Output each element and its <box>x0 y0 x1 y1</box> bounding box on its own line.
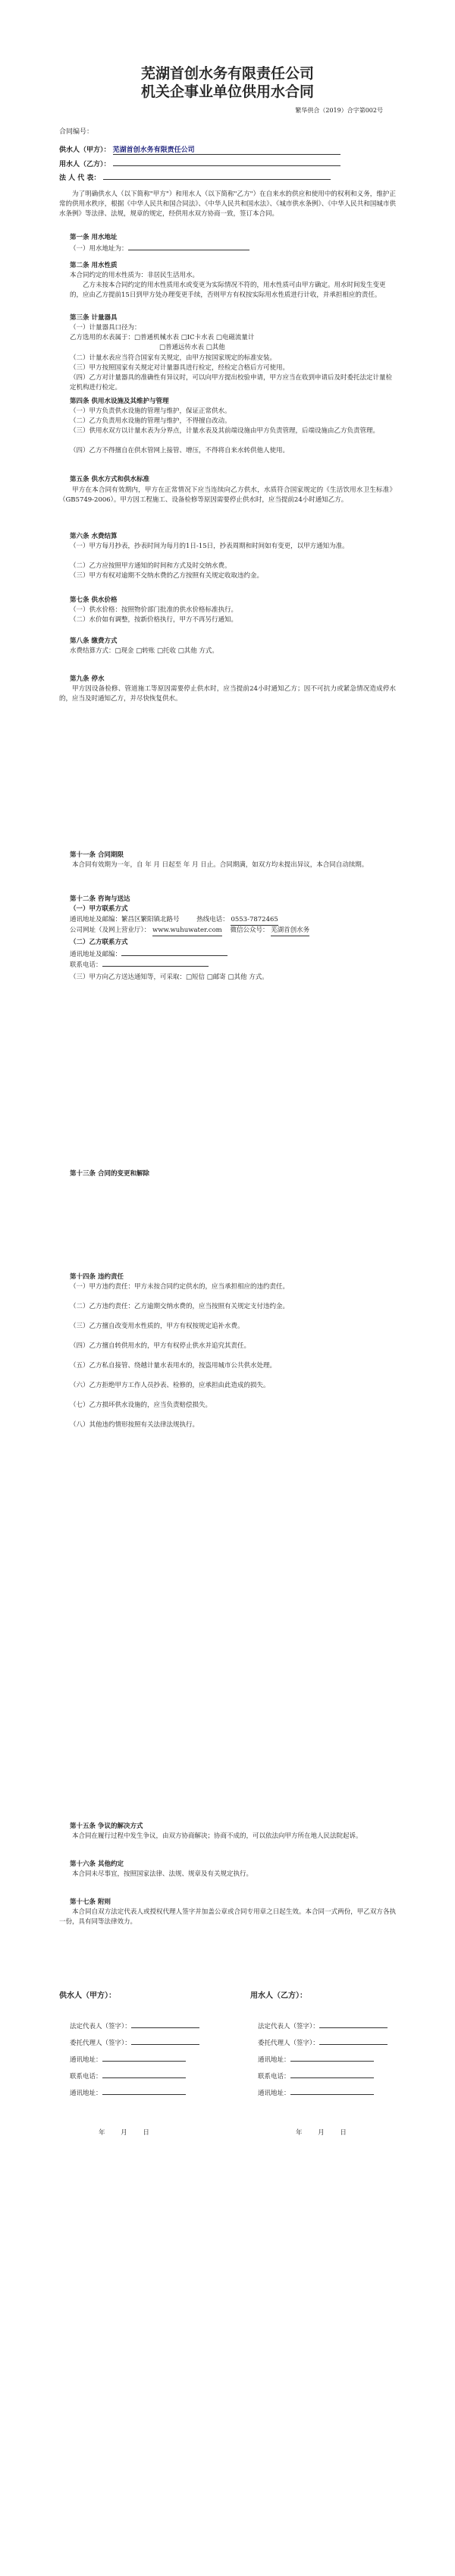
sign-right-title: 用水人（乙方）： <box>250 1992 307 2000</box>
sign-left-row-1: 法定代表人（签字）： <box>70 2018 199 2035</box>
s12-a-addr: 通讯地址及邮编：繁昌区繁阳镇北路号 <box>70 916 180 923</box>
s12-b: （二）乙方联系方式 <box>70 939 128 946</box>
s12-c: （三）甲方向乙方送达通知等，可采取：□短信 □邮寄 □其他 方式。 <box>70 973 268 981</box>
s3-line-4: （二）计量水表应当符合国家有关规定，由甲方按国家规定的标准安装。 <box>70 354 277 362</box>
s12-a-addr-row <box>70 915 396 926</box>
s14-line-6: （六）乙方拒绝甲方工作人员抄表、检修的，应承担由此造成的损失。 <box>70 1382 270 1389</box>
legal-label: 法 人 代 表： <box>59 175 101 182</box>
user-row <box>59 158 340 168</box>
contract-title: 机关企事业单位供用水合同 <box>140 84 314 100</box>
s14-line-8: （八）其他违约情形按照有关法律法规执行。 <box>70 1421 199 1429</box>
s17-title: 第十七条 附则 <box>70 1898 111 1906</box>
user-label: 用水人（乙方）： <box>59 161 111 168</box>
s1-line: （一）用水地址为： <box>70 243 396 254</box>
s4-line-3: （三）供用水双方以计量水表为分界点，计量水表及其前端设施由甲方负责管理，后端设施由乙方负责管理。 <box>70 427 380 435</box>
sign-right-date: 年 月 日 <box>296 2129 347 2137</box>
contract-number: 繁华供合（2019）合字第002号 <box>295 107 383 114</box>
s3-line-1: （一）计量器具口径为： <box>70 324 141 332</box>
s7-title: 第七条 供水价格 <box>70 596 118 604</box>
sign-left-row-2: 委托代理人（签字）： <box>70 2035 199 2052</box>
s4-title: 第四条 供用水设施及其维护与管理 <box>70 398 169 405</box>
sign-left-title: 供水人（甲方）： <box>59 1992 116 2000</box>
sign-right-row-3: 通讯地址： <box>258 2052 388 2068</box>
sign-right-row-5: 通讯地址： <box>258 2085 388 2102</box>
s11-text: 本合同有效期为一年，自 年 月 日起至 年 月 日止。合同期满，如双方均未提出异议，本合同自动续期。 <box>72 861 369 869</box>
s12-a: （一）甲方联系方式 <box>70 905 128 913</box>
s9-text: 甲方因设备检修、管道施工等原因需要停止供水时，应当提前24小时通知乙方；因不可抗力或紧急情况造成停水的，应当及时通知乙方，并尽快恢复供水。 <box>59 685 396 703</box>
s7-line-2: （二）水价如有调整，按新价格执行，甲方不再另行通知。 <box>70 616 238 624</box>
s3-line-2: 乙方选用的水表属于：□普通机械水表 □IC卡水表 □电磁流量计 <box>70 334 255 341</box>
legal-row <box>59 171 331 182</box>
s12-a-web-label: 公司网址（及网上营业厅）： <box>70 926 151 934</box>
s12-a-wechat-label: 微信公众号： <box>230 926 269 934</box>
sign-left-date: 年 月 日 <box>99 2129 149 2137</box>
s4-line-1: （一）甲方负责供水设施的管理与维护，保证正常供水。 <box>70 407 231 415</box>
s3-title: 第三条 计量器具 <box>70 314 118 322</box>
s12-a-web-row <box>70 926 396 936</box>
s4-line-4: （四）乙方不得擅自在供水管网上接管、增压，不得将自来水转供他人使用。 <box>70 447 290 454</box>
s8-title: 第八条 缴费方式 <box>70 637 118 645</box>
supplier-row <box>59 144 340 155</box>
intro-paragraph: 为了明确供水人（以下简称"甲方"）和用水人（以下简称"乙方"）在自来水的供应和使用中的权利和义务，维护正常的供用水秩序，根据《中华人民共和国合同法》、《中华人民共和国水法》、《城市供水条例》、《中华人民共和国城市供水条例》等法律、法规，规章的规定，经供用水双方协商一致，签订本合同。 <box>59 190 396 218</box>
s7-line-1: （一）供水价格：按照物价部门批准的供水价格标准执行。 <box>70 606 238 614</box>
supplier-label: 供水人（甲方）： <box>59 146 111 154</box>
user-name-blank <box>113 158 340 166</box>
legal-blank <box>103 171 331 180</box>
sign-left-row-5: 通讯地址： <box>70 2085 199 2102</box>
sign-right-block <box>258 2018 388 2102</box>
s6-line-2: （二）乙方应按照甲方通知的时间和方式及时交纳水费。 <box>70 562 231 570</box>
contract-addr-label: 合同编号： <box>59 128 94 136</box>
s6-line-1: （一）甲方每月抄表，抄表时间为每月的1日-15日，抄表周期和时间如有变更，以甲方通知为准。 <box>70 543 349 550</box>
s12-b-tel: 联系电话： <box>70 959 396 970</box>
s16-text: 本合同未尽事宜，按照国家法律、法规、规章及有关规定执行。 <box>72 1870 253 1878</box>
s12-b-addr: 通讯地址及邮编： <box>70 948 396 960</box>
s13-title: 第十三条 合同的变更和解除 <box>70 1170 149 1178</box>
s14-line-7: （七）乙方损坏供水设施的，应当负责赔偿损失。 <box>70 1401 212 1409</box>
s5-text: 甲方在本合同有效期内，甲方在正常情况下应当连续向乙方供水，水质符合国家规定的《生活饮用水卫生标准》（GB5749-2006）。甲方因工程施工、设备检修等原因需要停止供水时，应当提前24小时通知乙方。 <box>59 486 396 504</box>
s6-title: 第六条 水费结算 <box>70 533 118 540</box>
company-title: 芜湖首创水务有限责任公司 <box>140 66 314 82</box>
s8-line: 水费结算方式：□现金 □转账 □托收 □其他 方式。 <box>70 647 218 655</box>
s16-title: 第十六条 其他约定 <box>70 1860 124 1868</box>
s1-title: 第一条 用水地址 <box>70 234 118 241</box>
s14-title: 第十四条 违约责任 <box>70 1273 124 1281</box>
s3-line-6: （四）乙方对计量器具的准确性有异议时，可以向甲方提出校验申请，甲方应当在收到申请后及时委托法定计量检定机构进行检定。 <box>70 374 393 392</box>
s14-line-5: （五）乙方私自接管、绕越计量水表用水的，按盗用城市公共供水处理。 <box>70 1362 277 1370</box>
s2-line-1: 本合同约定的用水性质为：非居民生活用水。 <box>70 272 199 279</box>
s3-line-3: □普通远传水表 □其他 <box>159 344 225 351</box>
s5-title: 第五条 供水方式和供水标准 <box>70 476 149 483</box>
sign-left-row-3: 通讯地址： <box>70 2052 199 2068</box>
sign-right-row-1: 法定代表人（签字）： <box>258 2018 388 2035</box>
sign-right-row-4: 联系电话： <box>258 2068 388 2085</box>
sign-left-row-4: 联系电话： <box>70 2068 199 2085</box>
s17-text: 本合同自双方法定代表人或授权代理人签字并加盖公章或合同专用章之日起生效。本合同一式两份，甲乙双方各执一份，具有同等法律效力。 <box>59 1908 396 1926</box>
s9-title: 第九条 停水 <box>70 675 105 683</box>
s12-title: 第十二条 咨询与送达 <box>70 895 130 903</box>
s12-a-web[interactable]: www.wuhuwater.com <box>152 926 222 936</box>
s2-line-2: 乙方未按本合同约定的用水性质用水或变更为实际情况不符的，用水性质可由甲方确定。用水时间发生变更的，应由乙方提前15日到甲方处办理变更手续，否则甲方有权按实际用水性质进行计收，并承担相应的责任。 <box>70 282 386 299</box>
sign-right-row-2: 委托代理人（签字）： <box>258 2035 388 2052</box>
sign-left-block <box>70 2018 199 2102</box>
s14-line-2: （二）乙方违约责任：乙方逾期交纳水费的，应当按照有关规定支付违约金。 <box>70 1303 290 1310</box>
s15-text: 本合同在履行过程中发生争议，由双方协商解决；协商不成的，可以依法向甲方所在地人民法院起诉。 <box>72 1832 362 1840</box>
s14-line-4: （四）乙方擅自转供用水的，甲方有权停止供水并追究其责任。 <box>70 1342 251 1350</box>
s6-line-3: （三）甲方有权对逾期不交纳水费的乙方按照有关规定收取违约金。 <box>70 572 264 580</box>
s3-line-5: （三）甲方按照国家有关规定对计量器具进行检定，经检定合格后方可使用。 <box>70 364 290 372</box>
s12-a-tel-label: 热线电话： <box>196 916 229 923</box>
s14-line-1: （一）甲方违约责任：甲方未按合同约定供水的，应当承担相应的违约责任。 <box>70 1283 290 1291</box>
s12-a-wechat: 芜湖首创水务 <box>271 926 309 936</box>
s15-title: 第十五条 争议的解决方式 <box>70 1823 143 1830</box>
s14-line-3: （三）乙方擅自改变用水性质的，甲方有权按规定追补水费。 <box>70 1323 244 1330</box>
page-break <box>0 721 455 804</box>
page-break-2 <box>0 1442 455 1533</box>
s12-a-tel: 0553-7872465 <box>231 915 278 926</box>
supplier-name: 芜湖首创水务有限责任公司 <box>113 144 340 155</box>
s4-line-2: （二）乙方负责用水设施的管理与维护，不得擅自改动。 <box>70 417 231 425</box>
s11-title: 第十一条 合同期限 <box>70 851 124 859</box>
s2-title: 第二条 用水性质 <box>70 262 118 269</box>
